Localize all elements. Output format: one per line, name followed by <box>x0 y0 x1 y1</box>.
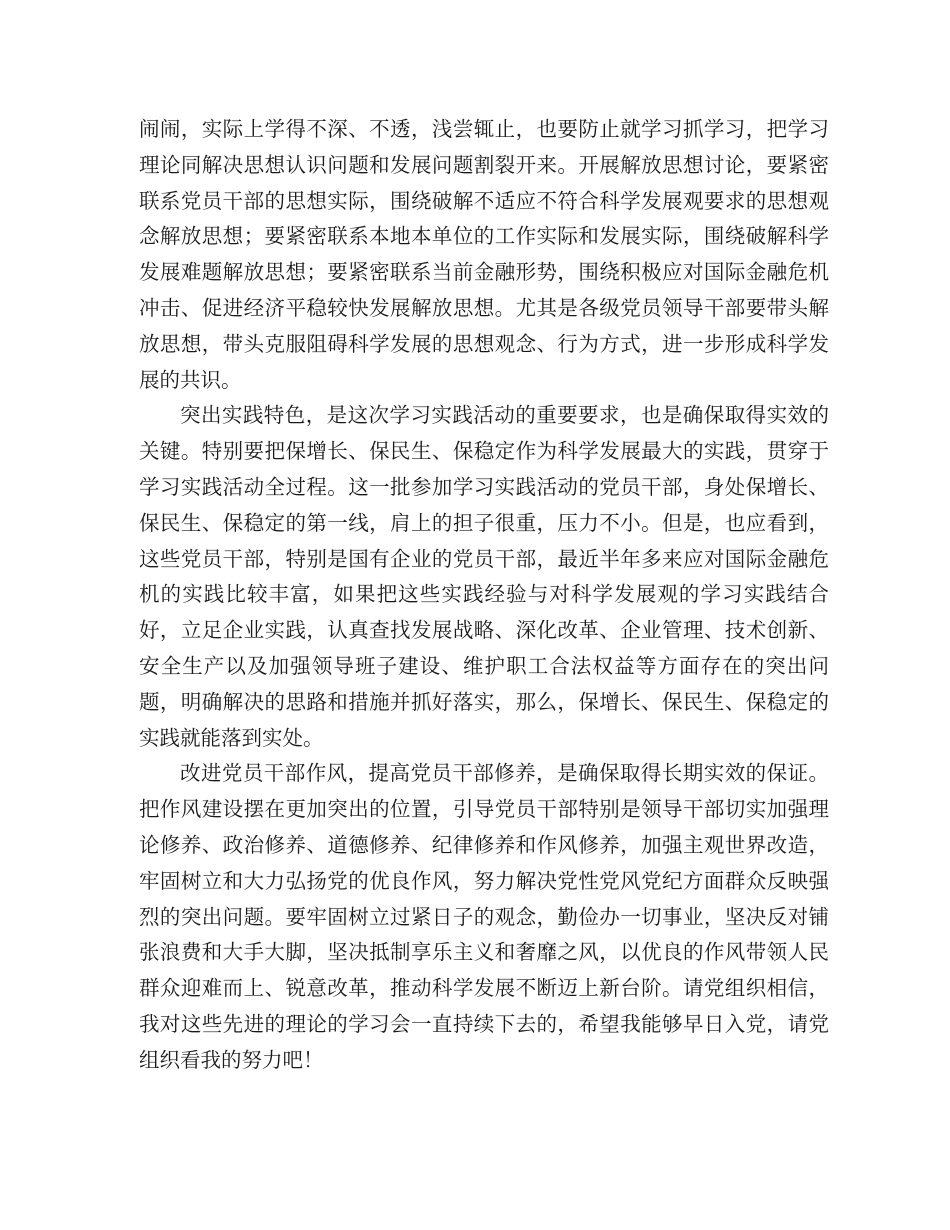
paragraph-1: 闹闹，实际上学得不深、不透，浅尝辄止，也要防止就学习抓学习，把学习理论同解决思想认识问题和发展问题割裂开来。开展解放思想讨论，要紧密联系党员干部的思想实际，围绕破解不适应不符合科学发展观要求的思想观念解放思想；要紧密联系本地本单位的工作实际和发展实际，围绕破解科学发展难题解放思想；要紧密联系当前金融形势，围绕积极应对国际金融危机冲击、促进经济平稳较快发展解放思想。尤其是各级党员领导干部要带头解放思想，带头克服阻碍科学发展的思想观念、行为方式，进一步形成科学发展的共识。 <box>139 117 829 392</box>
paragraph-2: 突出实践特色，是这次学习实践活动的重要要求，也是确保取得实效的关键。特别要把保增长、保民生、保稳定作为科学发展最大的实践，贯穿于学习实践活动全过程。这一批参加学习实践活动的党员干部，身处保增长、保民生、保稳定的第一线，肩上的担子很重，压力不小。但是，也应看到，这些党员干部，特别是国有企业的党员干部，最近半年多来应对国际金融危机的实践比较丰富，如果把这些实践经验与对科学发展观的学习实践结合好，立足企业实践，认真查找发展战略、深化改革、企业管理、技术创新、安全生产以及加强领导班子建设、维护职工合法权益等方面存在的突出问题，明确解决的思路和措施并抓好落实，那么，保增长、保民生、保稳定的实践就能落到实处。 <box>139 403 829 750</box>
document-body <box>139 112 829 1079</box>
paragraph-3: 改进党员干部作风，提高党员干部修养，是确保取得长期实效的保证。把作风建设摆在更加突出的位置，引导党员干部特别是领导干部切实加强理论修养、政治修养、道德修养、纪律修养和作风修养，加强主观世界改造，牢固树立和大力弘扬党的优良作风，努力解决党性党风党纪方面群众反映强烈的突出问题。要牢固树立过紧日子的观念，勤俭办一切事业，坚决反对铺张浪费和大手大脚，坚决抵制享乐主义和奢靡之风，以优良的作风带领人民群众迎难而上、锐意改革，推动科学发展不断迈上新台阶。请党组织相信，我对这些先进的理论的学习会一直持续下去的，希望我能够早日入党，请党组织看我的努力吧！ <box>139 761 829 1072</box>
